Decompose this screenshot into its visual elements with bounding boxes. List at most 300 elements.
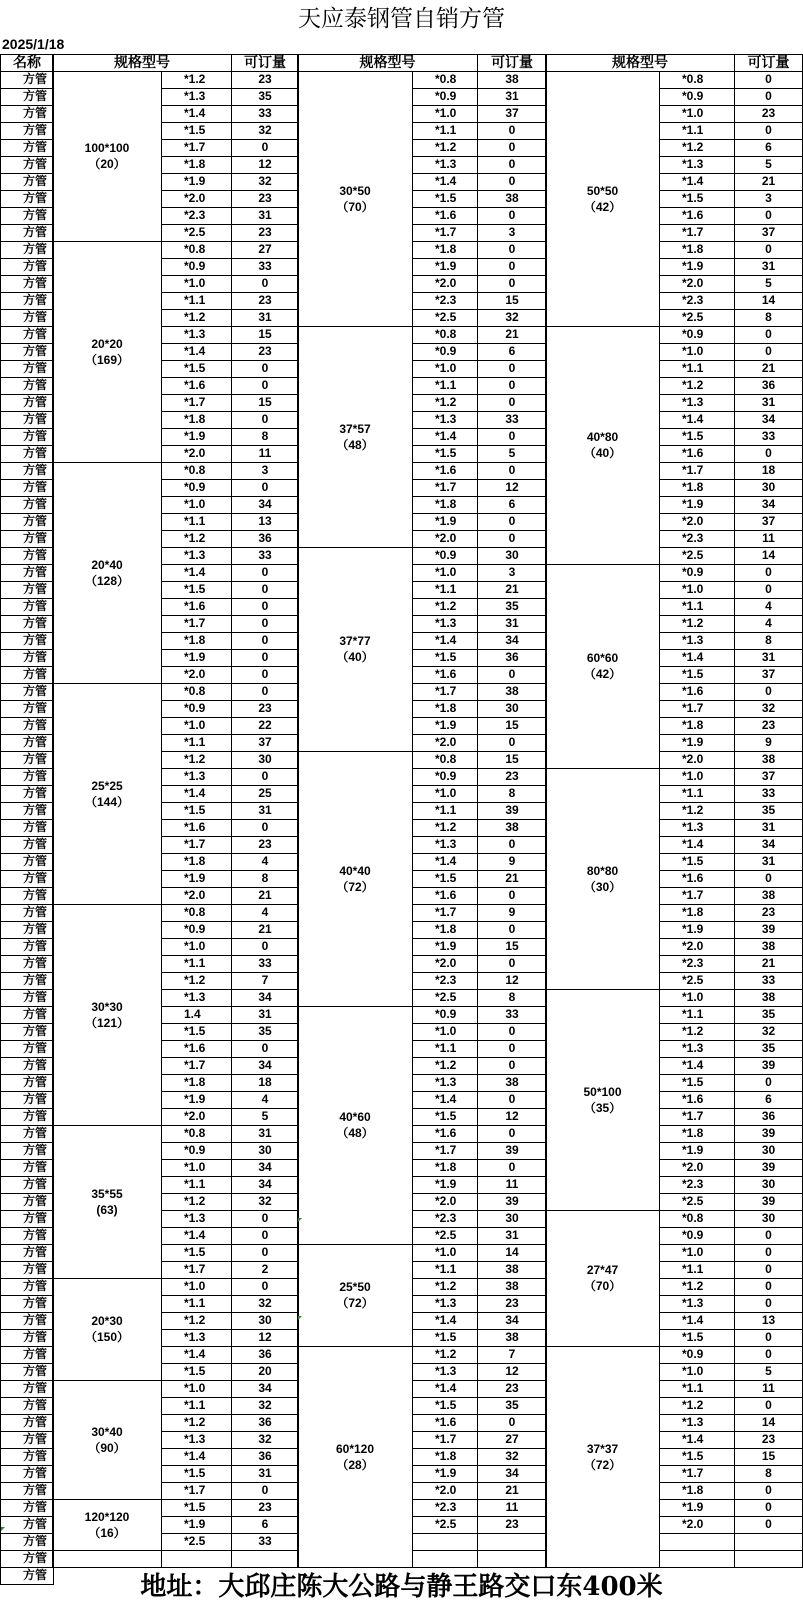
quantity-cell: 36 <box>478 649 547 666</box>
quantity-cell: 6 <box>735 1091 803 1108</box>
quantity-cell: 15 <box>232 326 299 343</box>
thickness-cell: *2.3 <box>660 530 735 547</box>
quantity-cell: 31 <box>478 1227 547 1244</box>
row-label: 方管 <box>1 1074 54 1091</box>
thickness-cell: *2.0 <box>162 445 232 462</box>
thickness-cell: *1.1 <box>162 513 232 530</box>
row-label: 方管 <box>1 1091 54 1108</box>
quantity-cell: 23 <box>232 700 299 717</box>
row-label: 方管 <box>1 666 54 683</box>
quantity-cell: 0 <box>478 207 547 224</box>
row-label: 方管 <box>1 972 54 989</box>
quantity-cell: 0 <box>232 139 299 156</box>
thickness-cell: *1.4 <box>413 173 478 190</box>
quantity-cell: 30 <box>735 479 803 496</box>
row-label: 方管 <box>1 1176 54 1193</box>
thickness-cell: *1.4 <box>413 853 478 870</box>
quantity-cell: 0 <box>478 173 547 190</box>
spec-group-label <box>298 1346 413 1567</box>
quantity-cell: 31 <box>735 649 803 666</box>
thickness-cell: *1.9 <box>413 513 478 530</box>
quantity-cell: 2 <box>232 1261 299 1278</box>
thickness-cell <box>660 1550 735 1567</box>
spec-group-label <box>53 241 162 462</box>
quantity-cell: 32 <box>232 1193 299 1210</box>
quantity-cell: 27 <box>478 1431 547 1448</box>
table-row <box>1 734 54 751</box>
row-label: 方管 <box>1 649 54 666</box>
table-row <box>546 989 803 1006</box>
quantity-cell: 15 <box>735 1448 803 1465</box>
thickness-cell: *2.0 <box>413 1193 478 1210</box>
quantity-cell <box>232 1550 299 1567</box>
table-row <box>1 547 54 564</box>
spec-group-label <box>298 1006 413 1244</box>
spec-group-label <box>53 683 162 904</box>
table-row <box>1 1057 54 1074</box>
thickness-cell: *1.1 <box>660 598 735 615</box>
thickness-cell: *1.1 <box>413 1040 478 1057</box>
thickness-cell: *1.8 <box>162 156 232 173</box>
quantity-cell: 0 <box>478 1125 547 1142</box>
thickness-cell: *1.7 <box>413 1431 478 1448</box>
quantity-cell: 32 <box>478 1448 547 1465</box>
quantity-cell: 23 <box>735 1431 803 1448</box>
row-label: 方管 <box>1 428 54 445</box>
table-row <box>1 683 54 700</box>
thickness-cell: *1.1 <box>162 1176 232 1193</box>
quantity-cell: 34 <box>478 632 547 649</box>
thickness-cell: *1.4 <box>162 1448 232 1465</box>
spec-table-1 <box>52 54 299 1568</box>
quantity-cell: 34 <box>232 1380 299 1397</box>
spec-group-count: （48） <box>336 1126 374 1140</box>
row-label: 方管 <box>1 819 54 836</box>
quantity-cell: 18 <box>735 462 803 479</box>
thickness-cell: *1.2 <box>413 1346 478 1363</box>
spec-size: 37*57 <box>339 421 371 436</box>
quantity-cell: 34 <box>478 1465 547 1482</box>
thickness-cell: *1.4 <box>660 1431 735 1448</box>
thickness-cell: *1.2 <box>660 615 735 632</box>
spec-group-count: （121） <box>84 1015 130 1030</box>
quantity-cell: 15 <box>478 292 547 309</box>
thickness-cell: *1.7 <box>162 836 232 853</box>
spec-size: 37*77 <box>339 634 371 648</box>
header-qty: 可订量 <box>232 54 299 71</box>
report-date: 2025/1/18 <box>2 36 65 52</box>
thickness-cell: *1.7 <box>660 700 735 717</box>
quantity-cell: 0 <box>232 479 299 496</box>
quantity-cell: 23 <box>232 292 299 309</box>
thickness-cell: *1.8 <box>162 853 232 870</box>
quantity-cell: 0 <box>478 836 547 853</box>
thickness-cell: *1.0 <box>413 564 478 581</box>
thickness-cell: *1.4 <box>660 411 735 428</box>
table-row <box>1 972 54 989</box>
quantity-cell: 0 <box>735 1516 803 1533</box>
thickness-cell: *1.6 <box>162 819 232 836</box>
quantity-cell: 21 <box>735 955 803 972</box>
quantity-cell: 30 <box>232 751 299 768</box>
thickness-cell: *1.0 <box>660 343 735 360</box>
quantity-cell: 38 <box>478 190 547 207</box>
quantity-cell: 0 <box>232 819 299 836</box>
spec-group-count: （30） <box>583 879 622 894</box>
quantity-cell: 0 <box>232 683 299 700</box>
table-row <box>1 1176 54 1193</box>
thickness-cell: *1.5 <box>660 1448 735 1465</box>
quantity-cell: 0 <box>735 1278 803 1295</box>
quantity-cell: 0 <box>232 564 299 581</box>
quantity-cell: 36 <box>735 377 803 394</box>
row-label: 方管 <box>1 1261 54 1278</box>
row-label: 方管 <box>1 1499 54 1516</box>
thickness-cell: *1.8 <box>413 1448 478 1465</box>
quantity-cell: 0 <box>232 411 299 428</box>
row-label: 方管 <box>1 122 54 139</box>
table-row <box>1 71 54 88</box>
quantity-cell: 34 <box>232 1057 299 1074</box>
table-row <box>1 1074 54 1091</box>
table-row <box>1 887 54 904</box>
quantity-cell: 37 <box>232 734 299 751</box>
thickness-cell: *1.8 <box>162 632 232 649</box>
spec-group-label <box>53 1380 162 1499</box>
quantity-cell: 12 <box>232 156 299 173</box>
quantity-cell: 15 <box>478 938 547 955</box>
thickness-cell: *1.9 <box>162 173 232 190</box>
spec-group-count: （28） <box>336 1457 374 1472</box>
thickness-cell: *1.0 <box>162 275 232 292</box>
quantity-cell: 0 <box>478 530 547 547</box>
quantity-cell: 4 <box>232 1091 299 1108</box>
quantity-cell: 0 <box>478 513 547 530</box>
quantity-cell: 23 <box>232 190 299 207</box>
spec-size: 30*30 <box>91 999 123 1014</box>
quantity-cell: 4 <box>232 853 299 870</box>
row-label: 方管 <box>1 530 54 547</box>
thickness-cell: *1.6 <box>413 666 478 683</box>
table-row <box>1 343 54 360</box>
table-row <box>1 802 54 819</box>
table-row <box>1 632 54 649</box>
quantity-cell: 0 <box>478 1040 547 1057</box>
quantity-cell: 35 <box>735 1006 803 1023</box>
thickness-cell: *0.9 <box>413 1006 478 1023</box>
quantity-cell: 23 <box>735 904 803 921</box>
quantity-cell: 0 <box>232 1040 299 1057</box>
table-row <box>298 1244 547 1261</box>
spec-size: 100*100 <box>84 141 130 155</box>
thickness-cell: *1.0 <box>660 768 735 785</box>
quantity-cell: 9 <box>478 853 547 870</box>
spec-size: 120*120 <box>84 1509 130 1524</box>
thickness-cell: *1.5 <box>660 1329 735 1346</box>
thickness-cell: *2.5 <box>162 1533 232 1550</box>
row-label: 方管 <box>1 326 54 343</box>
spec-group-count: （40） <box>336 650 374 664</box>
spec-group-count: (63) <box>96 1202 118 1217</box>
thickness-cell: *1.4 <box>162 105 232 122</box>
table-row <box>1 598 54 615</box>
table-row <box>298 1006 547 1023</box>
quantity-cell: 39 <box>735 921 803 938</box>
quantity-cell: 32 <box>232 1431 299 1448</box>
thickness-cell: *1.4 <box>413 428 478 445</box>
thickness-cell: *1.7 <box>413 479 478 496</box>
thickness-cell: *1.5 <box>660 853 735 870</box>
thickness-cell: *1.9 <box>660 734 735 751</box>
quantity-cell: 8 <box>478 785 547 802</box>
header-name: 名称 <box>1 54 54 71</box>
table-row <box>1 768 54 785</box>
row-label: 方管 <box>1 632 54 649</box>
quantity-cell: 12 <box>232 1329 299 1346</box>
quantity-cell: 5 <box>232 1108 299 1125</box>
table-row <box>1 870 54 887</box>
thickness-cell: *1.8 <box>660 1482 735 1499</box>
quantity-cell: 35 <box>735 802 803 819</box>
thickness-cell: *1.2 <box>413 598 478 615</box>
table-row <box>1 1414 54 1431</box>
thickness-cell: *1.3 <box>660 1040 735 1057</box>
quantity-cell: 0 <box>232 649 299 666</box>
thickness-cell: *1.9 <box>413 717 478 734</box>
spec-group-count: （16） <box>88 1525 126 1540</box>
thickness-cell: *1.9 <box>413 1176 478 1193</box>
quantity-cell: 0 <box>478 241 547 258</box>
spec-group-label <box>546 1210 660 1346</box>
quantity-cell: 0 <box>478 122 547 139</box>
thickness-cell: *1.0 <box>660 1244 735 1261</box>
thickness-cell: *1.4 <box>660 1057 735 1074</box>
thickness-cell: *1.4 <box>162 343 232 360</box>
quantity-cell: 7 <box>232 972 299 989</box>
cell-corner-mark <box>298 1218 302 1222</box>
table-row <box>53 1499 299 1516</box>
quantity-cell: 15 <box>478 717 547 734</box>
row-label: 方管 <box>1 1040 54 1057</box>
thickness-cell: *1.0 <box>660 989 735 1006</box>
thickness-cell: *1.0 <box>162 1159 232 1176</box>
thickness-cell: *1.5 <box>162 1499 232 1516</box>
thickness-cell: *1.6 <box>413 462 478 479</box>
quantity-cell: 0 <box>232 1227 299 1244</box>
thickness-cell: *1.0 <box>162 938 232 955</box>
table-row <box>1 1023 54 1040</box>
thickness-cell: *2.0 <box>162 190 232 207</box>
spec-group-count: （42） <box>583 199 622 214</box>
spec-group-label <box>546 1346 660 1567</box>
thickness-cell: *1.3 <box>413 1363 478 1380</box>
thickness-cell: *1.9 <box>413 1465 478 1482</box>
table-row <box>1 1431 54 1448</box>
table-row <box>1 1142 54 1159</box>
thickness-cell: *1.8 <box>660 717 735 734</box>
row-label: 方管 <box>1 836 54 853</box>
row-label: 方管 <box>1 1346 54 1363</box>
quantity-cell: 13 <box>735 1312 803 1329</box>
thickness-cell: *2.0 <box>660 751 735 768</box>
thickness-cell: *1.2 <box>413 394 478 411</box>
table-row <box>1 1380 54 1397</box>
quantity-cell: 35 <box>232 1023 299 1040</box>
thickness-cell: *2.3 <box>660 1176 735 1193</box>
row-label: 方管 <box>1 1278 54 1295</box>
thickness-cell: *1.8 <box>413 921 478 938</box>
thickness-cell: *1.3 <box>162 768 232 785</box>
thickness-cell: *1.7 <box>660 887 735 904</box>
spec-group-label <box>53 1550 162 1567</box>
spec-size: 27*47 <box>586 1263 619 1277</box>
thickness-cell: *1.2 <box>162 1193 232 1210</box>
table-row <box>53 241 299 258</box>
thickness-cell: *1.1 <box>660 1380 735 1397</box>
row-label: 方管 <box>1 377 54 394</box>
spec-table-3 <box>545 54 803 1568</box>
thickness-cell: *1.9 <box>162 428 232 445</box>
thickness-cell: *1.5 <box>413 1108 478 1125</box>
spec-group-count: （42） <box>583 667 622 681</box>
thickness-cell: *2.5 <box>660 1193 735 1210</box>
quantity-cell: 31 <box>735 394 803 411</box>
row-label: 方管 <box>1 207 54 224</box>
quantity-cell: 36 <box>232 1414 299 1431</box>
quantity-cell: 12 <box>478 1363 547 1380</box>
table-row <box>1 258 54 275</box>
quantity-cell: 31 <box>232 1465 299 1482</box>
thickness-cell: *1.7 <box>162 615 232 632</box>
table-row <box>1 955 54 972</box>
thickness-cell: *1.9 <box>413 258 478 275</box>
table-row <box>53 71 299 88</box>
spec-group-label <box>53 71 162 241</box>
thickness-cell: *0.9 <box>162 258 232 275</box>
thickness-cell: *1.1 <box>162 734 232 751</box>
thickness-cell: *1.4 <box>413 632 478 649</box>
quantity-cell: 4 <box>735 598 803 615</box>
quantity-cell: 0 <box>735 241 803 258</box>
table-row <box>1 1482 54 1499</box>
quantity-cell: 0 <box>735 1499 803 1516</box>
quantity-cell: 6 <box>478 496 547 513</box>
row-label: 方管 <box>1 173 54 190</box>
thickness-cell: *2.0 <box>413 530 478 547</box>
thickness-cell: *2.0 <box>162 666 232 683</box>
spec-group-count: （72） <box>583 1457 622 1472</box>
spec-size: 37*37 <box>586 1441 619 1456</box>
quantity-cell: 34 <box>232 1176 299 1193</box>
quantity-cell: 33 <box>735 785 803 802</box>
quantity-cell: 31 <box>478 615 547 632</box>
quantity-cell: 0 <box>232 581 299 598</box>
spec-size: 25*50 <box>339 1280 371 1294</box>
row-label: 方管 <box>1 1312 54 1329</box>
thickness-cell: *1.6 <box>660 207 735 224</box>
thickness-cell: *1.5 <box>162 122 232 139</box>
thickness-cell: *1.8 <box>162 1074 232 1091</box>
quantity-cell: 0 <box>232 1482 299 1499</box>
thickness-cell: *1.5 <box>413 1397 478 1414</box>
thickness-cell: *1.2 <box>660 139 735 156</box>
quantity-cell: 39 <box>735 1125 803 1142</box>
quantity-cell: 0 <box>478 462 547 479</box>
thickness-cell: *2.5 <box>660 309 735 326</box>
thickness-cell: *1.0 <box>413 1244 478 1261</box>
thickness-cell: *1.9 <box>660 921 735 938</box>
spec-group-count: （20） <box>88 157 126 171</box>
quantity-cell: 37 <box>735 768 803 785</box>
thickness-cell: *1.2 <box>660 1397 735 1414</box>
spec-group-count: （35） <box>583 1100 622 1115</box>
table-row <box>1 1448 54 1465</box>
quantity-cell: 8 <box>232 870 299 887</box>
thickness-cell: *1.4 <box>660 649 735 666</box>
table-row <box>1 666 54 683</box>
thickness-cell <box>162 1550 232 1567</box>
thickness-cell: *1.6 <box>660 870 735 887</box>
thickness-cell: *1.9 <box>162 870 232 887</box>
thickness-cell: *2.0 <box>660 275 735 292</box>
quantity-cell: 0 <box>478 1057 547 1074</box>
thickness-cell: *1.7 <box>162 1057 232 1074</box>
quantity-cell: 3 <box>478 564 547 581</box>
cell-corner-mark <box>1 1527 5 1531</box>
thickness-cell: *1.4 <box>162 785 232 802</box>
quantity-cell: 30 <box>478 1210 547 1227</box>
quantity-cell: 0 <box>735 1074 803 1091</box>
quantity-cell: 39 <box>735 1193 803 1210</box>
quantity-cell: 14 <box>478 1244 547 1261</box>
quantity-cell: 35 <box>232 88 299 105</box>
table-row <box>1 241 54 258</box>
row-label: 方管 <box>1 1057 54 1074</box>
thickness-cell: *1.5 <box>413 190 478 207</box>
row-label: 方管 <box>1 768 54 785</box>
spec-group-count: （150） <box>84 1330 130 1344</box>
table-row <box>298 326 547 343</box>
thickness-cell: *2.3 <box>413 972 478 989</box>
spec-size: 50*100 <box>583 1084 622 1099</box>
table-row <box>1 1040 54 1057</box>
spec-group-label <box>53 1125 162 1278</box>
quantity-cell: 13 <box>232 513 299 530</box>
row-label: 方管 <box>1 71 54 88</box>
row-label: 方管 <box>1 955 54 972</box>
quantity-cell: 38 <box>735 989 803 1006</box>
row-label: 方管 <box>1 1295 54 1312</box>
quantity-cell: 33 <box>232 547 299 564</box>
quantity-cell: 3 <box>478 224 547 241</box>
row-label: 方管 <box>1 1329 54 1346</box>
page-title: 天应泰钢管自销方管 <box>298 6 505 32</box>
thickness-cell: *0.9 <box>660 326 735 343</box>
quantity-cell: 33 <box>735 972 803 989</box>
thickness-cell: *0.9 <box>162 700 232 717</box>
quantity-cell: 38 <box>478 71 547 88</box>
quantity-cell: 23 <box>735 105 803 122</box>
thickness-cell: *1.2 <box>162 1414 232 1431</box>
quantity-cell: 38 <box>478 1278 547 1295</box>
spec-size: 80*80 <box>586 863 619 878</box>
quantity-cell: 32 <box>735 1023 803 1040</box>
quantity-cell: 8 <box>735 632 803 649</box>
thickness-cell: *2.5 <box>162 224 232 241</box>
quantity-cell: 0 <box>735 683 803 700</box>
table-row <box>1 1533 54 1550</box>
table-row <box>1 411 54 428</box>
